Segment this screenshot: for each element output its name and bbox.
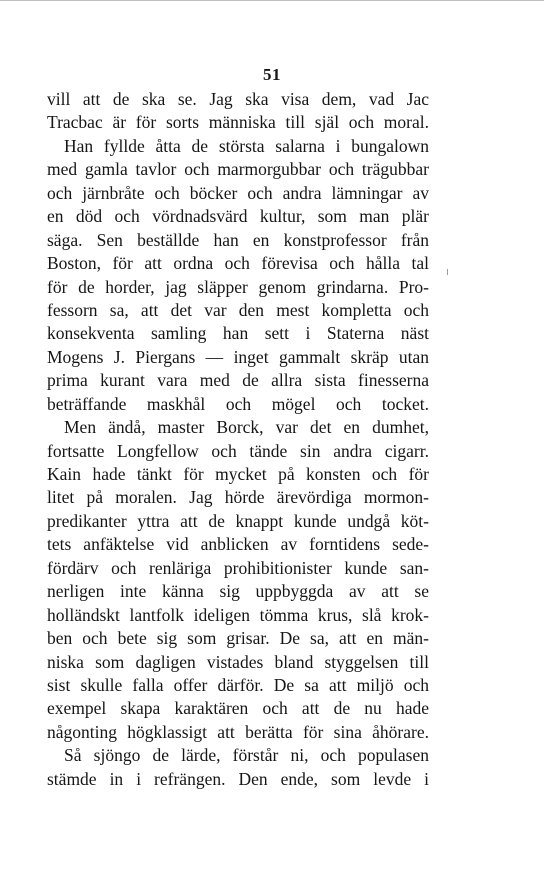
text-line: Så sjöngo de lärde, förstår ni, och populasen: [64, 745, 429, 766]
text-line: fessorn sa, att det var den mest kompletta och: [47, 299, 429, 320]
text-line: predikanter yttra att de knappt kunde undgå köt-: [47, 510, 429, 531]
text-line: Mogens J. Piergans — inget gammalt skräp utan: [47, 346, 429, 367]
text-line: fördärv och renläriga prohibitionister kunde san-: [47, 557, 429, 578]
text-line: fortsatte Longfellow och tände sin andra cigarr.: [47, 440, 429, 461]
text-line: konsekventa samling han sett i Staterna näst: [47, 323, 429, 344]
page-top-edge: [0, 0, 544, 1]
text-line: med gamla tavlor och marmorgubbar och trägubbar: [47, 159, 429, 180]
text-line: Kain hade tänkt för mycket på konsten och för: [47, 464, 429, 484]
text-line: beträffande maskhål och mögel och tocket.: [47, 393, 429, 414]
text-line: Tracbac är för sorts människa till själ och moral.: [47, 112, 429, 133]
text-line: någonting högklassigt att berätta för sina åhörare.: [47, 721, 429, 742]
page-number: 51: [263, 65, 281, 84]
text-line: ben och bete sig som grisar. De sa, att en män-: [47, 628, 429, 649]
text-line: nerligen inte känna sig uppbyggda av att se: [47, 581, 429, 602]
text-line: exempel skapa karaktären och att de nu hade: [47, 698, 429, 719]
text-line: prima kurant vara med de allra sista finesserna: [47, 370, 429, 391]
text-line: niska som dagligen vistades bland styggelsen till: [47, 651, 429, 672]
text-line: tets anfäktelse vid anblicken av forntidens sede-: [47, 534, 429, 555]
text-line: Men ändå, master Borck, var det en dumhet,: [64, 417, 429, 438]
print-speck: [447, 269, 448, 275]
text-line: en död och vördnadsvärd kultur, som man plär: [47, 206, 429, 227]
text-line: Boston, för att ordna och förevisa och hålla tal: [47, 253, 429, 274]
text-line: holländskt lantfolk ideligen tömma krus, slå krok-: [47, 604, 429, 625]
body-text: [47, 88, 429, 791]
text-line: litet på moralen. Jag hörde ärevördiga mormon-: [47, 487, 429, 508]
text-line: för de horder, jag släpper genom grindarna. Pro-: [47, 276, 429, 297]
text-line: och järnbråte och böcker och andra lämningar av: [47, 182, 429, 203]
text-line: säga. Sen beställde han en konstprofessor från: [47, 229, 429, 250]
text-line: Han fyllde åtta de största salarna i bungalown: [64, 135, 429, 156]
text-line: vill att de ska se. Jag ska visa dem, vad Jac: [47, 89, 429, 109]
text-line: stämde in i refrängen. Den ende, som levde i: [47, 768, 429, 789]
text-line: sist skulle falla offer därför. De sa att miljö och: [47, 674, 429, 695]
